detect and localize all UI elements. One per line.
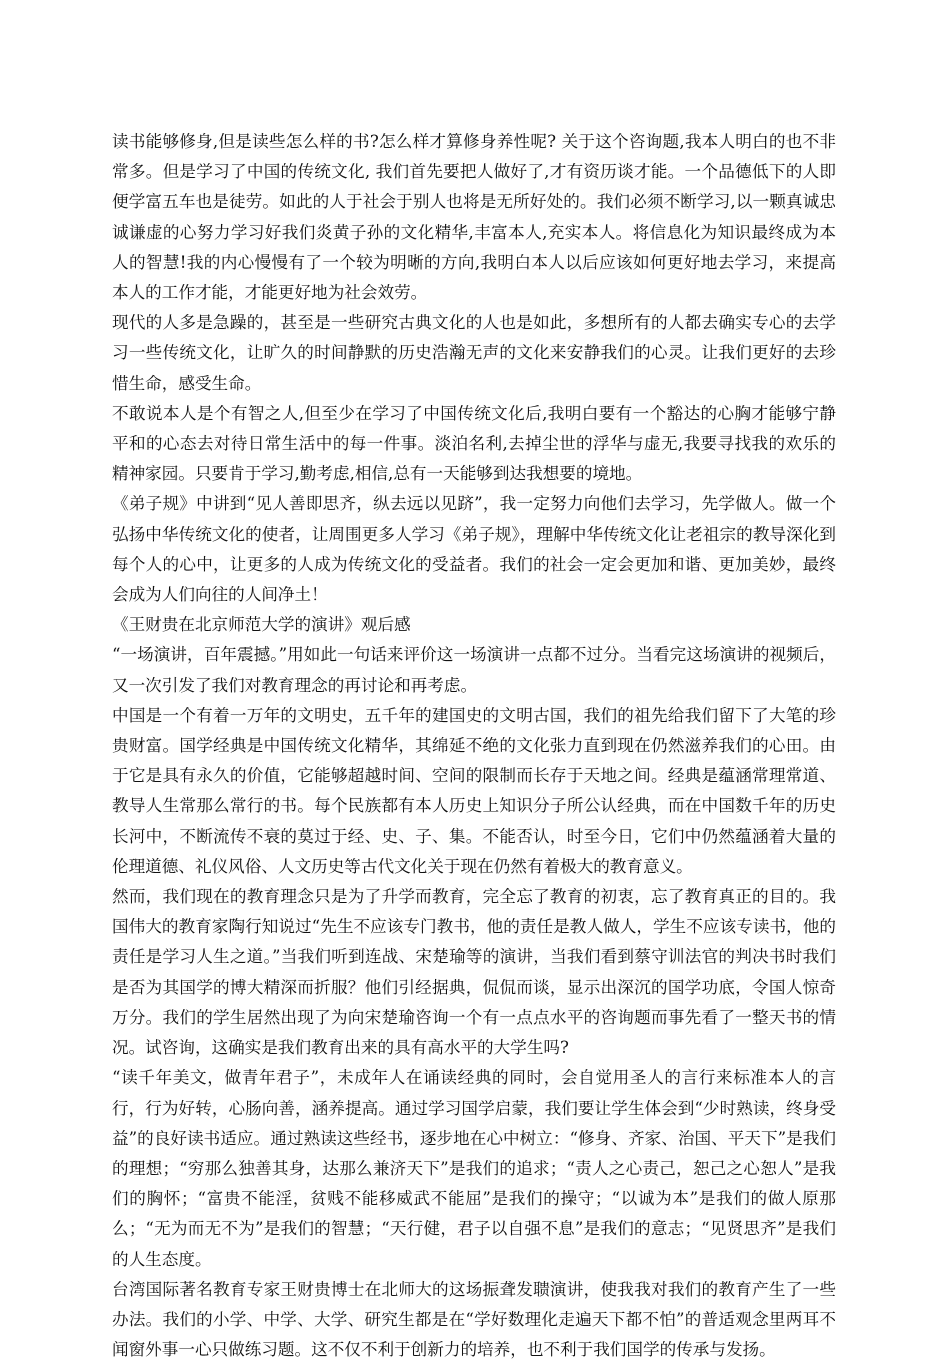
paragraph-education-purpose: 然而，我们现在的教育理念只是为了升学而教育，完全忘了教育的初衷，忘了教育真正的目的。我国伟大的教育家陶行知说过“先生不应该专门教书，他的责任是教人做人，学生不应该专读书，他的责任是学习人生之道。”当我们听到连战、宋楚瑜等的演讲，当我们看到蔡守训法官的判决书时我们是否为其国学的博大精深而折服？他们引经据典，侃侃而谈，显示出深沉的国学功底，令国人惊奇万分。我们的学生居然出现了为向宋楚瑜咨询一个有一点点水平的咨询题而事先看了一整天书的情况。试咨询，这确实是我们教育出来的具有高水平的大学生吗?: [112, 887, 836, 1058]
section-heading-wang-caigui-lecture: 《王财贵在北京师范大学的演讲》观后感: [112, 615, 411, 635]
paragraph-conclusion: 台湾国际著名教育专家王财贵博士在北师大的这场振聋发聩演讲，使我我对我们的教育产生了一些办法。我们的小学、中学、大学、研究生都是在“学好数理化走遍天下都不怕”的普适观念里两耳不闻窗外事一心只做练习题。这不仅不利于创新力的培养，也不利于我们国学的传承与发扬。: [112, 1279, 836, 1360]
document-body: [112, 127, 836, 1365]
paragraph-reading-self-cultivation: 读书能够修身,但是读些怎么样的书?怎么样才算修身养性呢? 关于这个咨询题,我本人明白的也不非常多。但是学习了中国的传统文化, 我们首先要把人做好了,才有资历谈才能。一个品德低下的人即便学富五车也是徒劳。如此的人于社会于别人也将是无所好处的。我们必须不断学习,以一颗真诚忠诚谦虚的心努力学习好我们炎黄子孙的文化精华,丰富本人,充实本人。将信息化为知识最终成为本人的智慧!我的内心慢慢有了一个较为明晰的方向,我明白本人以后应该如何更好地去学习，来提高本人的工作才能，才能更好地为社会效劳。: [112, 132, 836, 303]
paragraph-open-mind: 不敢说本人是个有智之人,但至少在学习了中国传统文化后,我明白要有一个豁达的心胸才能够宁静平和的心态去对待日常生活中的每一件事。淡泊名利,去掉尘世的浮华与虚无,我要寻找我的欢乐的精神家园。只要肯于学习,勤考虑,相信,总有一天能够到达我想要的境地。: [112, 403, 836, 484]
paragraph-lecture-impact: “一场演讲，百年震撼。”用如此一句话来评价这一场演讲一点都不过分。当看完这场演讲的视频后，又一次引发了我们对教育理念的再讨论和再考虑。: [112, 645, 836, 695]
paragraph-classic-reading: “读千年美文，做青年君子”，未成年人在诵读经典的同时，会自觉用圣人的言行来标准本人的言行，行为好转，心肠向善，涵养提高。通过学习国学启蒙，我们要让学生体会到“少时熟读，终身受益”的良好读书适应。通过熟读这些经书，逐步地在心中树立：“修身、齐家、治国、平天下”是我们的理想；“穷那么独善其身，达那么兼济天下”是我们的追求；“责人之心责己，恕己之心恕人”是我们的胸怀；“富贵不能淫，贫贱不能移威武不能屈”是我们的操守；“以诚为本”是我们的做人原那么；“无为而无不为”是我们的智慧；“天行健，君子以自强不息”是我们的意志；“见贤思齐”是我们的人生态度。: [112, 1068, 836, 1269]
paragraph-chinese-classics: 中国是一个有着一万年的文明史，五千年的建国史的文明古国，我们的祖先给我们留下了大笔的珍贵财富。国学经典是中国传统文化精华，其绵延不绝的文化张力直到现在仍然滋养我们的心田。由于它是具有永久的价值，它能够超越时间、空间的限制而长存于天地之间。经典是蕴涵常理常道、教导人生常那么常行的书。每个民族都有本人历史上知识分子所公认经典，而在中国数千年的历史长河中，不断流传不衰的莫过于经、史、子、集。不能否认，时至今日，它们中仍然蕴涵着大量的伦理道德、礼仪风俗、人文历史等古代文化关于现在仍然有着极大的教育意义。: [112, 705, 836, 876]
paragraph-dizigui: 《弟子规》中讲到“见人善即思齐，纵去远以见跻”，我一定努力向他们去学习，先学做人。做一个弘扬中华传统文化的使者，让周围更多人学习《弟子规》，理解中华传统文化让老祖宗的教导深化到每个人的心中，让更多的人成为传统文化的受益者。我们的社会一定会更加和谐、更加美妙，最终会成为人们向往的人间净土！: [112, 494, 836, 605]
paragraph-modern-impatience: 现代的人多是急躁的，甚至是一些研究古典文化的人也是如此，多想所有的人都去确实专心的去学习一些传统文化，让旷久的时间静默的历史浩瀚无声的文化来安静我们的心灵。让我们更好的去珍惜生命，感受生命。: [112, 313, 836, 393]
